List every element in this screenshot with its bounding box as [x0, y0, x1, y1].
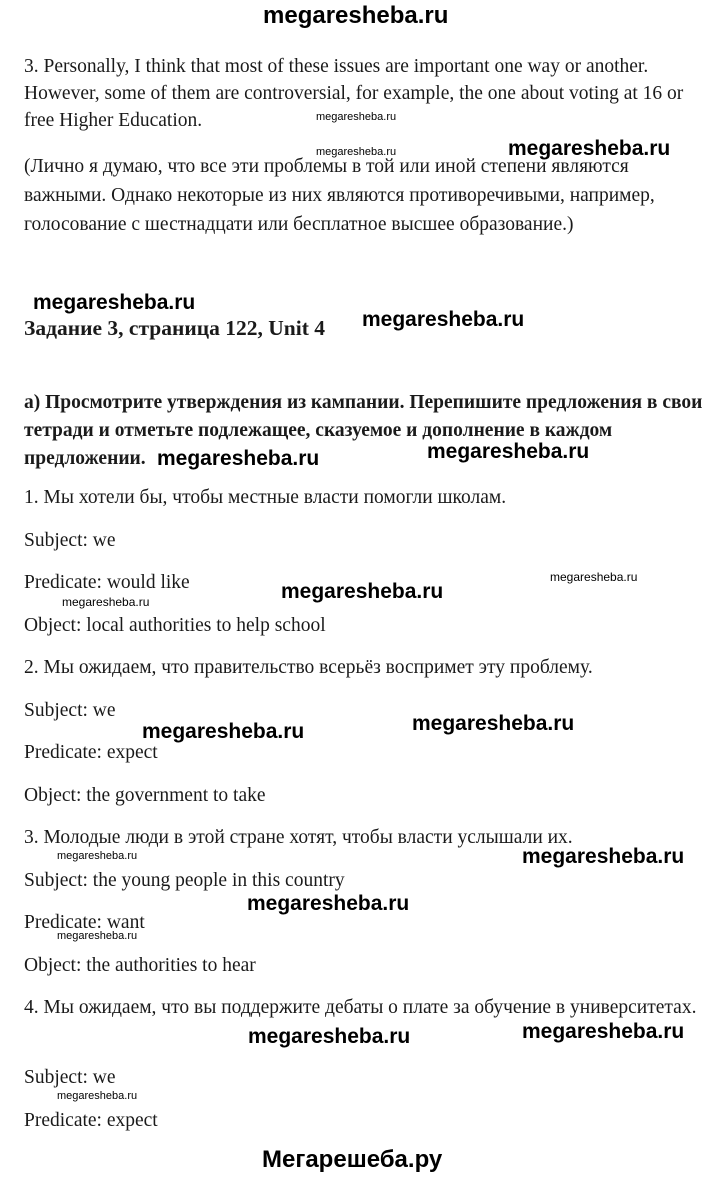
- watermark: megaresheba.ru: [57, 850, 138, 862]
- watermark: megaresheba.ru: [316, 111, 397, 123]
- item-1-object: Object: local authorities to help school: [24, 615, 326, 636]
- item-3-object: Object: the authorities to hear: [24, 955, 256, 976]
- item-2-sentence: 2. Мы ожидаем, что правительство всерьёз воспримет эту проблему.: [24, 657, 593, 678]
- item-2-subject: Subject: we: [24, 700, 116, 721]
- item-3-sentence: 3. Молодые люди в этой стране хотят, чтобы власти услышали их.: [24, 827, 573, 848]
- section-heading: Задание 3, страница 122, Unit 4: [24, 316, 326, 340]
- item-3-predicate: Predicate: want: [24, 912, 145, 933]
- watermark: megaresheba.ru: [57, 930, 138, 942]
- item-3-subject: Subject: the young people in this country: [24, 870, 345, 891]
- watermark: megaresheba.ru: [316, 146, 397, 158]
- watermark: megaresheba.ru: [62, 595, 150, 609]
- watermark: megaresheba.ru: [522, 845, 685, 868]
- watermark: megaresheba.ru: [247, 892, 410, 915]
- footer-watermark: Мегарешеба.ру: [262, 1146, 443, 1173]
- watermark: megaresheba.ru: [412, 712, 575, 735]
- watermark: megaresheba.ru: [362, 308, 525, 331]
- header-watermark: megaresheba.ru: [263, 2, 449, 29]
- watermark: megaresheba.ru: [157, 447, 320, 470]
- watermark: megaresheba.ru: [550, 570, 638, 584]
- item-1-predicate: Predicate: would like: [24, 572, 190, 593]
- item-1-subject: Subject: we: [24, 530, 116, 551]
- watermark: megaresheba.ru: [33, 291, 196, 314]
- watermark: megaresheba.ru: [142, 720, 305, 743]
- intro-russian-text: (Лично я думаю, что все эти проблемы в той или иной степени являются важными. Однако некоторые из них являются противоречивыми, например, голосование с шестнадцати или бесплатное высшее образование.): [24, 156, 655, 235]
- item-2-predicate: Predicate: expect: [24, 742, 158, 763]
- watermark: megaresheba.ru: [57, 1090, 138, 1102]
- item-2-object: Object: the government to take: [24, 785, 266, 806]
- watermark: megaresheba.ru: [522, 1020, 685, 1043]
- item-4-subject: Subject: we: [24, 1067, 116, 1088]
- watermark: megaresheba.ru: [427, 440, 590, 463]
- item-4-predicate: Predicate: expect: [24, 1110, 158, 1131]
- intro-english-text: 3. Personally, I think that most of these issues are important one way or another. However, some of them are controversial, for example, the one about voting at 16 or free Higher Education.: [24, 56, 684, 131]
- watermark: megaresheba.ru: [248, 1025, 411, 1048]
- watermark: megaresheba.ru: [508, 137, 671, 160]
- item-1-sentence: 1. Мы хотели бы, чтобы местные власти помогли школам.: [24, 487, 507, 508]
- watermark: megaresheba.ru: [281, 580, 444, 603]
- task-instruction: а) Просмотрите утверждения из кампании. Перепишите предложения в свои тетради и отметьте подлежащее, сказуемое и дополнение в каждом предложении.: [24, 392, 703, 469]
- item-4-sentence: 4. Мы ожидаем, что вы поддержите дебаты о плате за обучение в университетах.: [24, 997, 697, 1018]
